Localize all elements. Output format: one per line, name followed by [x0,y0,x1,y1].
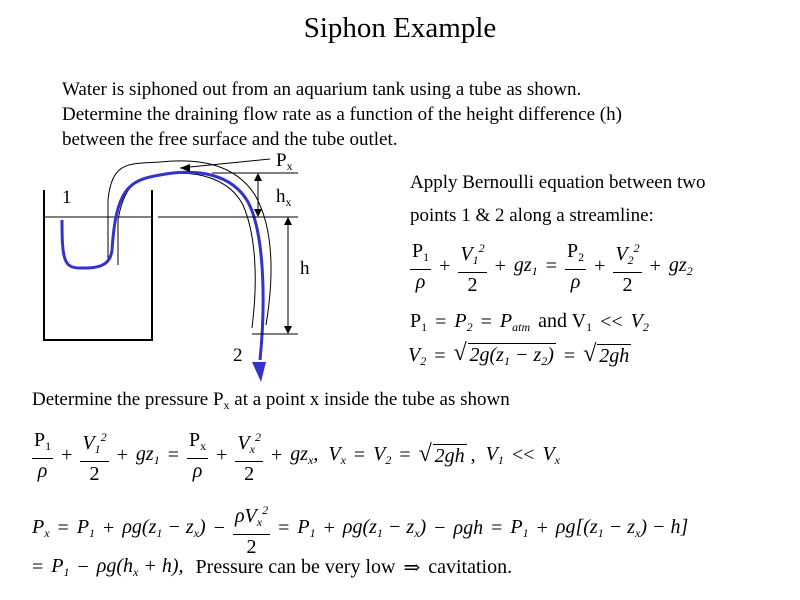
point-1-label: 1 [62,187,72,208]
intro-line-2: Determine the draining flow rate as a function of the height difference (h) [62,104,622,125]
intro-line-1: Water is siphoned out from an aquarium tank using a tube as shown. [62,79,582,100]
pressure-heading: Determine the pressure $P_x$ at a point x inside the tube as shown [32,389,510,412]
pressure-equation: $P_x$ = $P_1$ + $\rho g(z_1 - z_x)$ − $\frac{\rho V_x^2}{2}$ = $P_1$ + $\rho g(z_1 - z_x)$ − ρgh = $P_1$ + $\rho g[(z_1 - z_x) - h]$ [32,498,688,559]
streamline [62,172,263,360]
bernoulli-line-2: points 1 & 2 along a streamline: [410,205,654,226]
point-2-label: 2 [233,345,243,366]
conclusion-text: Pressure can be very low [195,556,396,578]
px-arrow-icon [180,164,190,172]
siphon-diagram [30,150,370,390]
slide-title: Siphon Example [303,12,497,44]
conclusion-tail: cavitation. [428,556,513,578]
bernoulli-line-1: Apply Bernoulli equation between two [410,172,706,193]
boundary-conditions: $P_1$ = $P_2$ = $P_{atm}$ and $V_1$ << $V_2$ [410,310,649,334]
intro-line-3: between the free surface and the tube outlet. [62,129,398,150]
h-label: h [300,258,310,279]
tube-inner-wall [118,173,255,328]
velocity-result: $V_2$ = √ $2g(z_1 - z_2)$ = √ 2gh [408,340,630,368]
implies-icon: ⇒ [403,557,421,579]
tank-outline [44,190,152,340]
hx-label: $h_x$ [276,186,292,209]
px-label: $P_x$ [276,150,293,173]
outlet-arrow-icon [252,362,266,382]
bernoulli-equation-x: $\frac{P_1}{\rho}$ + $\frac{V_1^2}{2}$ + $gz_1$ = $\frac{P_x}{\rho}$ + $\frac{V_x^2}{2}$ + $gz_x$, $V_x$ = $V_2$ = √ 2gh , $V_1$ << $V_x$ [32,425,560,486]
bernoulli-equation: $\frac{P_1}{\rho}$ + $\frac{V_1^2}{2}$ + $gz_1$ = $\frac{P_2}{\rho}$ + $\frac{V_2^2}{2}$ + $gz_2$ [410,236,693,297]
px-pointer [180,159,270,168]
pressure-conclusion: = $P_1$ − $\rho g(h_x + h)$, Pressure can be very low ⇒ cavitation. [32,555,513,579]
